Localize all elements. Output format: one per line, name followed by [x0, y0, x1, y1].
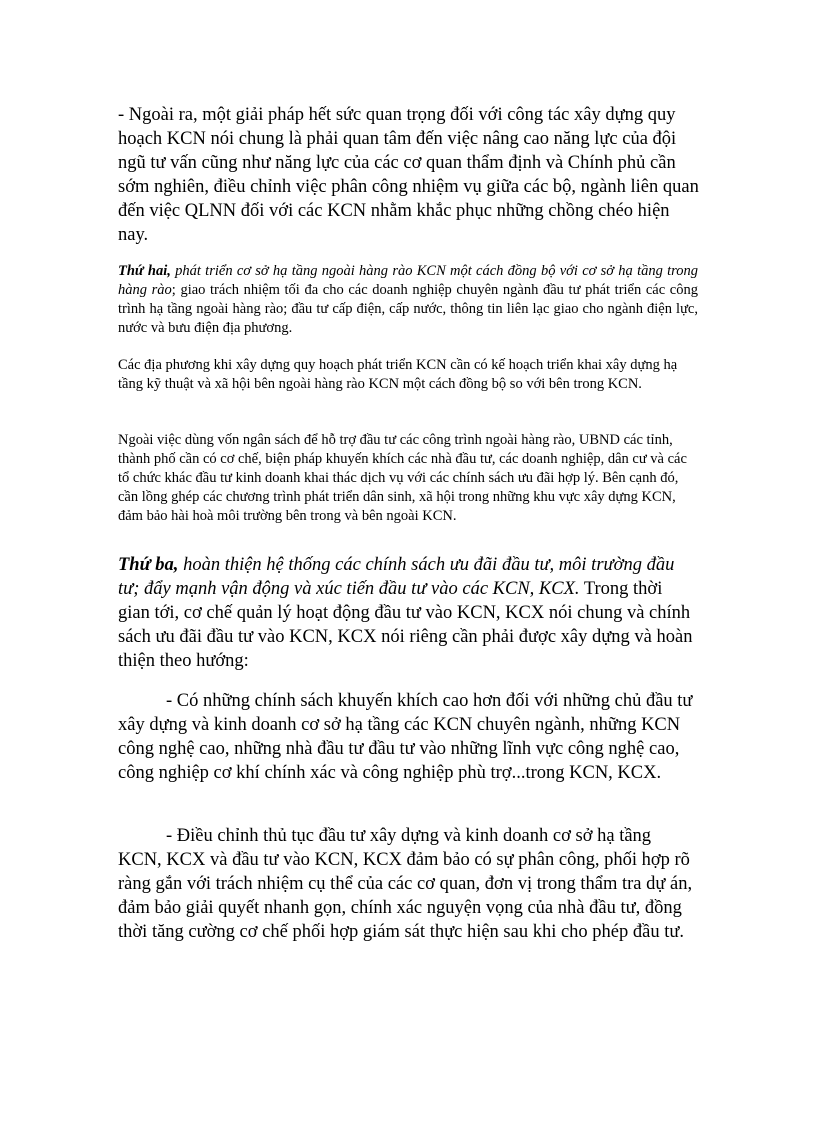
- paragraph-budget-support: Ngoài việc dùng vốn ngân sách để hỗ trợ đầu tư các công trình ngoài hàng rào, UBND các tỉnh, thành phố cần có cơ chế, biện pháp khuyến khích các nhà đầu tư, các doanh nghiệp, dân cư và các tổ chức khác đầu tư kinh doanh khai thác dịch vụ với các chính sách ưu đãi hợp lý. Bên cạnh đó, cần lồng ghép các chương trình phát triển dân sinh, xã hội trong những khu vực xây dựng KCN, đảm bảo hài hoà môi trường bên trong và bên ngoài KCN.: [118, 432, 687, 524]
- paragraph-lead-label: Thứ ba,: [118, 555, 179, 575]
- paragraph-second-solution: [118, 262, 698, 338]
- paragraph-local-planning: Các địa phương khi xây dựng quy hoạch phát triển KCN cần có kế hoạch triển khai xây dựng hạ tầng kỹ thuật và xã hội bên ngoài hàng rào KCN một cách đồng bộ so với bên trong KCN.: [118, 357, 678, 392]
- paragraph-procedure-adjustment: - Điều chỉnh thủ tục đầu tư xây dựng và kinh doanh cơ sở hạ tầng KCN, KCX và đầu tư vào KCN, KCX đảm bảo có sự phân công, phối hợp rõ ràng gắn với trách nhiệm cụ thể của các cơ quan, đơn vị trong thẩm tra dự án, đảm bảo giải quyết nhanh gọn, chính xác nguyện vọng của nhà đầu tư, đồng thời tăng cường cơ chế phối hợp giám sát thực hiện sau khi cho phép đầu tư.: [118, 826, 693, 942]
- paragraph-lead-label: Thứ hai,: [118, 263, 171, 279]
- paragraph-third-solution: [118, 553, 698, 673]
- paragraph-italic-heading: phát triển cơ sở hạ tầng ngoài hàng rào KCN một cách đồng bộ với cơ sở hạ tầng trong hàng rào: [118, 263, 699, 298]
- paragraph-body: ; giao trách nhiệm tối đa cho các doanh nghiệp chuyên ngành đầu tư phát triển các công trình hạ tầng ngoài hàng rào; đầu tư cấp điện, cấp nước, thông tin liên lạc giao cho ngành điện lực, nước và bưu điện địa phương.: [118, 282, 698, 336]
- paragraph-planning-capacity: - Ngoài ra, một giải pháp hết sức quan trọng đối với công tác xây dựng quy hoạch KCN nói chung là phải quan tâm đến việc nâng cao năng lực của đội ngũ tư vấn cũng như năng lực của các cơ quan thẩm định và Chính phủ cần sớm nghiên, điều chỉnh việc phân công nhiệm vụ giữa các bộ, ngành liên quan đến việc QLNN đối với các KCN nhằm khắc phục những chồng chéo hiện nay.: [118, 105, 699, 245]
- paragraph-italic-heading: hoàn thiện hệ thống các chính sách ưu đãi đầu tư, môi trường đầu tư; đẩy mạnh vận động và xúc tiến đầu tư vào các KCN, KCX.: [118, 555, 675, 599]
- paragraph-incentive-policies: - Có những chính sách khuyến khích cao hơn đối với những chủ đầu tư xây dựng và kinh doanh cơ sở hạ tầng các KCN chuyên ngành, những KCN công nghệ cao, những nhà đầu tư đầu tư vào những lĩnh vực công nghệ cao, công nghiệp cơ khí chính xác và công nghiệp phù trợ...trong KCN, KCX.: [118, 691, 693, 783]
- paragraph-body: Trong thời gian tới, cơ chế quản lý hoạt động đầu tư vào KCN, KCX nói chung và chính sách ưu đãi đầu tư vào KCN, KCX nói riêng cần phải được xây dựng và hoàn thiện theo hướng:: [118, 579, 693, 671]
